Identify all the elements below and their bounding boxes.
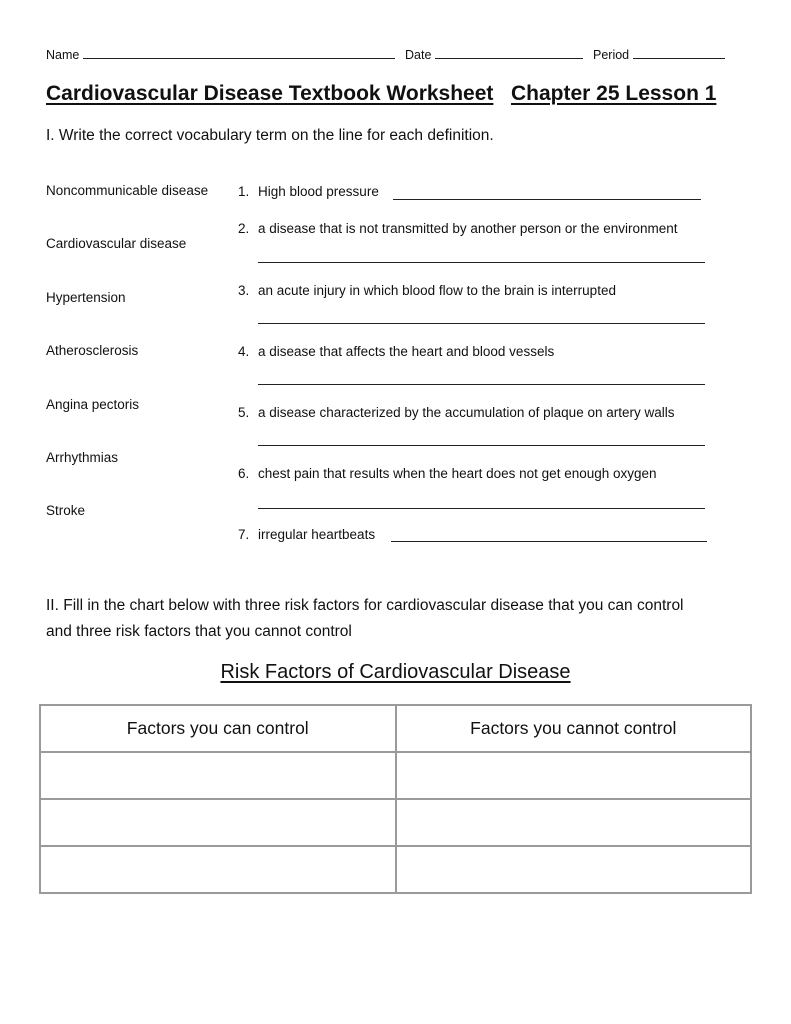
controllable-factor-cell[interactable] [40, 752, 396, 799]
date-field-row [405, 47, 583, 62]
uncontrollable-factor-cell[interactable] [396, 846, 752, 893]
section2-instruction-line1: II. Fill in the chart below with three risk factors for cardiovascular disease that you can control [46, 597, 684, 614]
question-text: a disease characterized by the accumulation of plaque on artery walls [258, 405, 675, 420]
answer-line[interactable] [258, 323, 705, 324]
answer-line[interactable] [258, 445, 705, 446]
period-field-row [593, 47, 725, 62]
section2-instruction-line2: and three risk factors that you cannot control [46, 623, 352, 640]
question-number: 3. [238, 283, 250, 298]
table-row [40, 752, 751, 799]
question-number: 5. [238, 405, 250, 420]
controllable-factor-cell[interactable] [40, 799, 396, 846]
question-number: 6. [238, 466, 250, 481]
question-text: chest pain that results when the heart does not get enough oxygen [258, 466, 657, 481]
answer-line[interactable] [391, 541, 707, 542]
worksheet-title: Cardiovascular Disease Textbook Worksheet [46, 82, 494, 105]
controllable-factor-cell[interactable] [40, 846, 396, 893]
question-text: irregular heartbeats [258, 527, 376, 542]
vocab-term: Atherosclerosis [46, 343, 139, 358]
uncontrollable-factor-cell[interactable] [396, 799, 752, 846]
answer-line[interactable] [258, 384, 705, 385]
question-text: an acute injury in which blood flow to the brain is interrupted [258, 283, 616, 298]
column-header-uncontrollable: Factors you cannot control [396, 705, 752, 752]
question-number: 7. [238, 527, 250, 542]
question-text: High blood pressure [258, 184, 379, 199]
date-label: Date [405, 48, 432, 62]
question-text: a disease that is not transmitted by another person or the environment [258, 221, 678, 236]
answer-line[interactable] [258, 508, 705, 509]
question-text: a disease that affects the heart and blood vessels [258, 344, 555, 359]
date-blank[interactable] [435, 47, 583, 59]
table-row [40, 799, 751, 846]
table-header-row [40, 705, 751, 752]
chapter-lesson-title: Chapter 25 Lesson 1 [511, 82, 717, 105]
period-label: Period [593, 48, 630, 62]
uncontrollable-factor-cell[interactable] [396, 752, 752, 799]
answer-line[interactable] [258, 262, 705, 263]
risk-factors-table [39, 704, 752, 894]
name-blank[interactable] [83, 47, 395, 59]
vocab-term: Cardiovascular disease [46, 236, 187, 251]
period-blank[interactable] [633, 47, 725, 59]
table-row [40, 846, 751, 893]
vocab-term: Noncommunicable disease [46, 183, 209, 198]
name-label: Name [46, 48, 80, 62]
column-header-controllable: Factors you can control [40, 705, 396, 752]
question-number: 1. [238, 184, 250, 199]
name-field-row [46, 47, 395, 62]
answer-line[interactable] [393, 199, 701, 200]
vocab-term: Arrhythmias [46, 450, 119, 465]
question-number: 4. [238, 344, 250, 359]
risk-chart-title: Risk Factors of Cardiovascular Disease [220, 661, 571, 683]
section1-instruction: I. Write the correct vocabulary term on the line for each definition. [46, 127, 494, 144]
question-number: 2. [238, 221, 250, 236]
vocab-term: Stroke [46, 503, 86, 518]
vocab-term: Angina pectoris [46, 397, 140, 412]
vocab-term: Hypertension [46, 290, 126, 305]
